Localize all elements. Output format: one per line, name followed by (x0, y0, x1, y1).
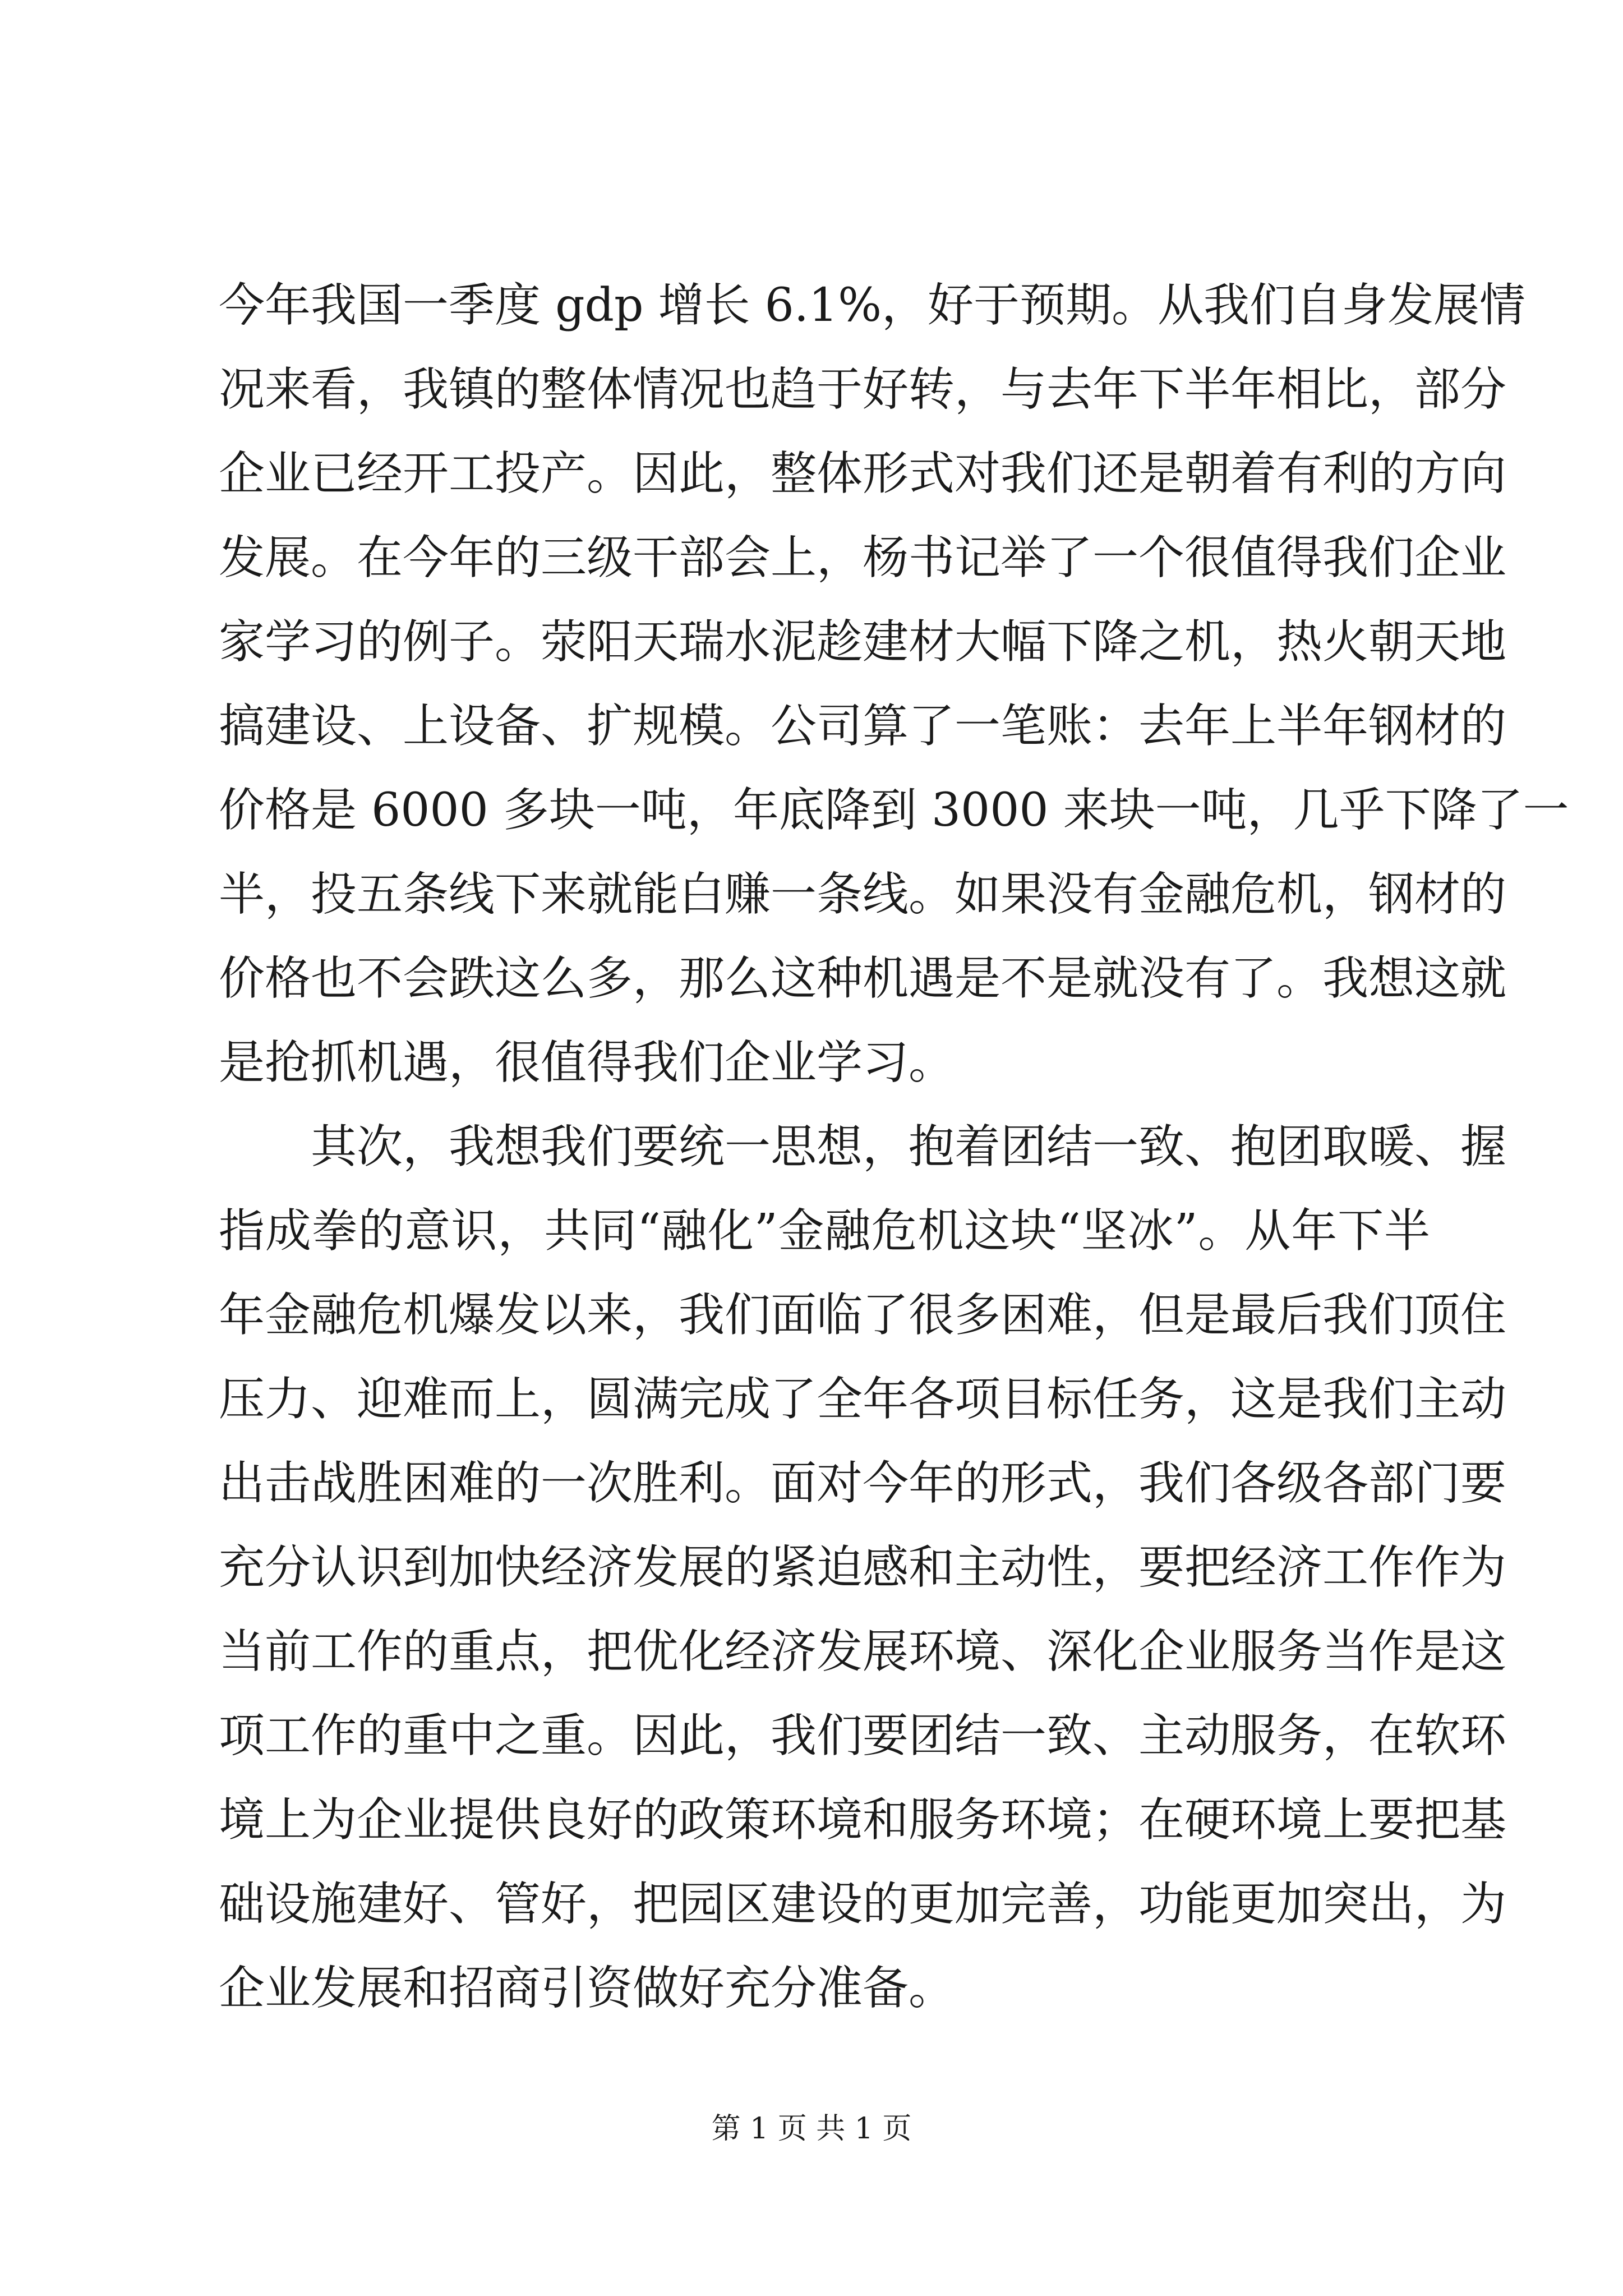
paragraph-2 (219, 1105, 1507, 2031)
text-line: 搞建设、上设备、扩规模。公司算了一笔账：去年上半年钢材的 (219, 700, 1507, 753)
text-line: 充分认识到加快经济发展的紧迫感和主动性，要把经济工作作为 (219, 1541, 1507, 1594)
text-line: 价格也不会跌这么多，那么这种机遇是不是就没有了。我想这就 (219, 952, 1507, 1005)
text-line: 今年我国一季度 gdp 增长 6.1%，好于预期。从我们自身发展情 (219, 279, 1525, 332)
text-line: 境上为企业提供良好的政策环境和服务环境；在硬环境上要把基 (219, 1793, 1507, 1847)
text-line: 年金融危机爆发以来，我们面临了很多困难，但是最后我们顶住 (219, 1289, 1507, 1342)
text-line: 况来看，我镇的整体情况也趋于好转，与去年下半年相比，部分 (219, 363, 1507, 416)
text-line: 家学习的例子。荥阳天瑞水泥趁建材大幅下降之机，热火朝天地 (219, 615, 1507, 669)
text-line: 出击战胜困难的一次胜利。面对今年的形式，我们各级各部门要 (219, 1457, 1507, 1510)
text-line: 半，投五条线下来就能白赚一条线。如果没有金融危机，钢材的 (219, 868, 1507, 921)
text-line: 压力、迎难而上，圆满完成了全年各项目标任务，这是我们主动 (219, 1373, 1507, 1426)
text-line: 项工作的重中之重。因此，我们要团结一致、主动服务，在软环 (219, 1709, 1507, 1763)
document-body (219, 264, 1569, 2031)
text-line: 当前工作的重点，把优化经济发展环境、深化企业服务当作是这 (219, 1625, 1507, 1678)
text-line: 价格是 6000 多块一吨，年底降到 3000 来块一吨，几乎下降了一 (219, 784, 1569, 837)
text-line: 企业已经开工投产。因此，整体形式对我们还是朝着有利的方向 (219, 447, 1507, 500)
paragraph-1 (219, 264, 1569, 1105)
page-number-footer: 第 1 页 共 1 页 (711, 2112, 912, 2146)
text-line: 企业发展和招商引资做好充分准备。 (219, 1962, 955, 2015)
text-line: 是抢抓机遇，很值得我们企业学习。 (219, 1036, 955, 1089)
text-line: 指成拳的意识，共同“融化”金融危机这块“坚冰”。从年下半 (219, 1204, 1430, 1258)
text-line: 础设施建好、管好，把园区建设的更加完善，功能更加突出，为 (219, 1878, 1507, 1931)
text-line: 其次，我想我们要统一思想，抱着团结一致、抱团取暖、握 (311, 1120, 1507, 1174)
text-line: 发展。在今年的三级干部会上，杨书记举了一个很值得我们企业 (219, 531, 1507, 585)
